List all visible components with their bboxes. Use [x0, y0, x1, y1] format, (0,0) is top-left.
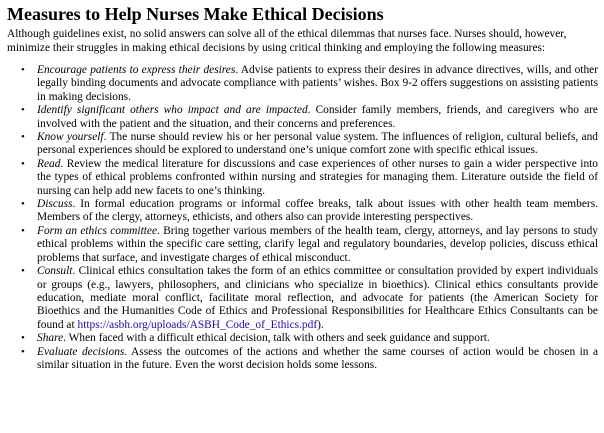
- item-text: . Consider family members, friends, and caregivers who are involved with the patient and the situation, and their concerns and preferences.: [37, 104, 598, 130]
- ethics-code-link[interactable]: https://asbh.org/uploads/ASBH_Code_of_Ethics.pdf: [77, 318, 318, 331]
- intro-paragraph: Although guidelines exist, no solid answers can solve all of the ethical dilemmas that nurses face. Nurses should, however, minimize their struggles in making ethical decisions by using critical thinking and employing the following measures:: [7, 28, 567, 54]
- bullet-icon: •: [21, 345, 25, 358]
- item-term: Read: [37, 157, 61, 170]
- item-text: . Review the medical literature for discussions and case experiences of other nurses to gain a wider perspective into the types of ethical problems confronted within nursing and strategies for managing them. Literature outside the field of nursing can help add new facets to one’s thinking.: [37, 157, 598, 197]
- list-item: [21, 64, 599, 104]
- bullet-icon: •: [21, 198, 25, 211]
- item-text: . Assess the outcomes of the actions and whether the same courses of action would be chosen in a similar situation in the future. Even the worst decision holds some lessons.: [37, 345, 598, 371]
- list-item: [21, 198, 598, 225]
- item-term: Evaluate decisions: [37, 345, 125, 358]
- page-title: Measures to Help Nurses Make Ethical Decisions: [7, 4, 384, 24]
- list-item: [21, 131, 598, 158]
- item-text: . Bring together various members of the health team, clergy, attorneys, and lay persons to study ethical problems within the specific care setting, clarify legal and regulatory boundaries, develop policies, discuss ethical problems that surface, and investigate charges of ethical misconduct.: [37, 224, 598, 264]
- item-term: Share: [37, 332, 64, 345]
- bullet-icon: •: [21, 332, 25, 345]
- item-text: . When faced with a difficult ethical decision, talk with others and seek guidance and support.: [63, 332, 490, 345]
- item-term: Consult: [37, 265, 73, 278]
- bullet-icon: •: [21, 104, 25, 117]
- list-item: [21, 265, 598, 332]
- list-item: [21, 345, 598, 373]
- item-text: . The nurse should review his or her personal value system. The influences of religion, cultural beliefs, and personal experiences should be explored to understand one’s unique comfort zone with specific ethical issues.: [37, 131, 598, 157]
- item-text: . Clinical ethics consultation takes the form of an ethics committee or consultation provided by expert individuals or groups (e.g., lawyers, philosophers, and clinicians who specialize in bioethics). Clinical ethics consultants provide education, mediate moral conflict, facilitate moral reflection, and advocate for patients (the American Society for Bioethics and the Humanities Code of Ethics and Professional Responsibilities for Healthcare Ethics Consultants can be found at: [37, 265, 598, 331]
- item-term: Encourage patients to express their desires: [37, 64, 236, 76]
- list-item: [21, 224, 598, 265]
- item-text: . In formal education programs or informal coffee breaks, talk about issues with other health team members. Members of the clergy, attorneys, ethicists, and others also can provide interesting perspectives.: [37, 198, 598, 224]
- item-text-after: ).: [317, 318, 324, 331]
- bullet-icon: •: [21, 265, 25, 278]
- bullet-icon: •: [21, 131, 25, 144]
- item-term: Know yourself: [37, 131, 104, 144]
- item-term: Discuss: [37, 198, 73, 211]
- measures-list: [7, 64, 598, 372]
- list-item: [21, 157, 598, 198]
- item-term: Identify significant others who impact and are impacted: [37, 104, 308, 117]
- list-item: [21, 104, 598, 131]
- bullet-icon: •: [21, 157, 25, 170]
- list-item: [21, 332, 598, 345]
- bullet-icon: •: [21, 224, 25, 237]
- item-text: . Advise patients to express their desires in advance directives, wills, and other legally binding documents and advocate compliance with patients’ wishes. Box 9-2 offers suggestions on assisting patients in making decisions.: [37, 64, 599, 103]
- item-term: Form an ethics committee: [37, 224, 158, 237]
- bullet-icon: •: [21, 64, 25, 76]
